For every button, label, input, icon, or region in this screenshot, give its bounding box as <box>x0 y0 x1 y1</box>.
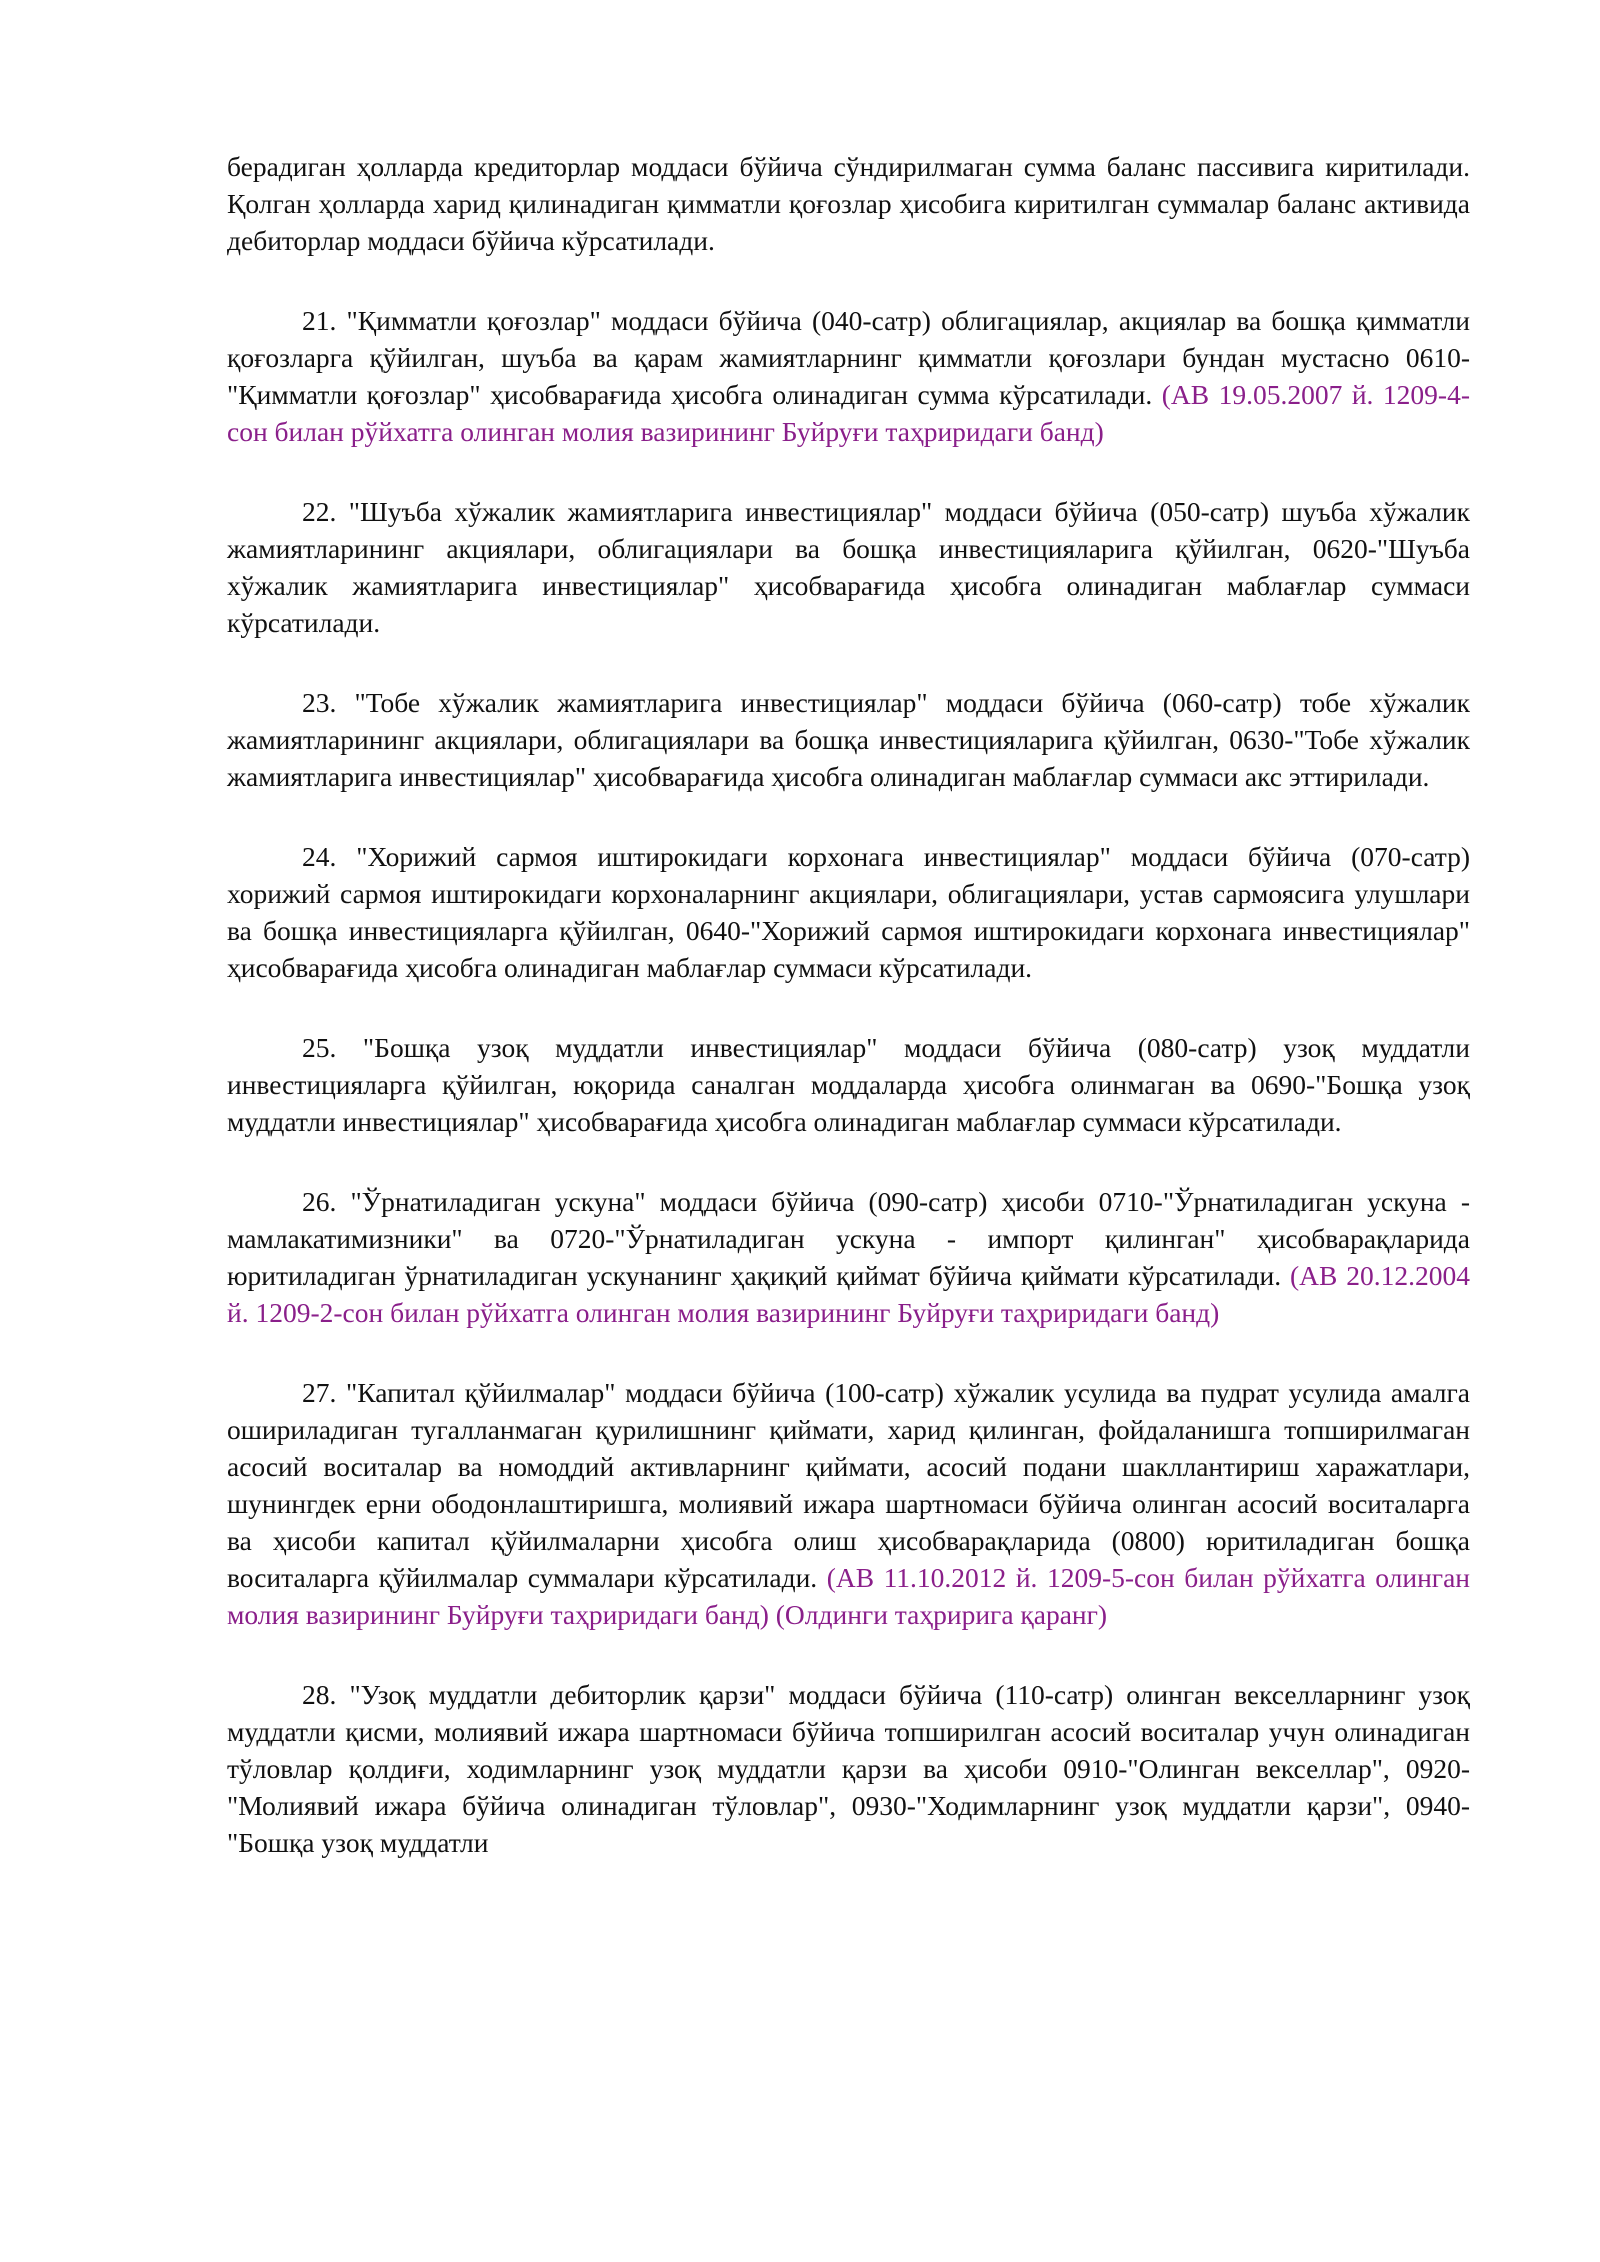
paragraph-26 <box>227 1183 1470 1331</box>
paragraph-text: 28. "Узоқ муддатли дебиторлик қарзи" моддаси бўйича (110-сатр) олинган векселларнинг узоқ муддатли қисми, молиявий ижара шартномаси бўйича топширилган асосий воситалар учун олинадиган тўловлар қолдиғи, ходимларнинг узоқ муддатли қарзи ва ҳисоби 0910-"Олинган векселлар", 0920-"Молиявий ижара бўйича олинадиган тўловлар", 0930-"Ходимларнинг узоқ муддатли қарзи", 0940-"Бошқа узоқ муддатли <box>227 1679 1470 1858</box>
paragraph-25 <box>227 1029 1470 1140</box>
paragraph-text: 22. "Шуъба хўжалик жамиятларига инвестициялар" моддаси бўйича (050-сатр) шуъба хўжалик жамиятларининг акциялари, облигациялари ва бошқа инвестицияларига қўйилган, 0620-"Шуъба хўжалик жамиятларига инвестициялар" ҳисобварағида ҳисобга олинадиган маблағлар суммаси кўрсатилади. <box>227 496 1470 638</box>
intro-paragraph: берадиган ҳолларда кредиторлар моддаси бўйича сўндирилмаган сумма баланс пассивига киритилади. Қолган ҳолларда харид қилинадиган қимматли қоғозлар ҳисобига киритилган суммалар баланс активида дебиторлар моддаси бўйича кўрсатилади. <box>227 151 1470 256</box>
paragraph-text: 23. "Тобе хўжалик жамиятларига инвестициялар" моддаси бўйича (060-сатр) тобе хўжалик жамиятларининг акциялари, облигациялари ва бошқа инвестицияларига қўйилган, 0630-"Тобе хўжалик жамиятларига инвестициялар" ҳисобварағида ҳисобга олинадиган маблағлар суммаси акс эттирилади. <box>227 687 1470 792</box>
amendment-link[interactable]: (АВ 20.12.2004 й. 1209-2-сон билан рўйхатга олинган молия вазирининг Буйруғи таҳриридаги банд) <box>227 1260 1471 1328</box>
paragraph-22 <box>227 493 1470 641</box>
paragraph-text: 27. "Капитал қўйилмалар" моддаси бўйича (100-сатр) хўжалик усулида ва пудрат усулида амалга ошириладиган тугалланмаган қурилишнинг қиймати, харид қилинган, фойдаланишга топширилмаган асосий воситалар ва номоддий активларнинг қиймати, асосий подани шакллантириш харажатлари, шунингдек ерни ободонлаштиришга, молиявий ижара шартномаси бўйича олинган асосий воситаларга ва ҳисоби капитал қўйилмаларни ҳисобга олиш ҳисобварақларида (0800) юритиладиган бошқа воситаларга қўйилмалар суммалари кўрсатилади. <box>227 1377 1470 1593</box>
paragraph-28 <box>227 1676 1470 1861</box>
paragraph-text: 21. "Қимматли қоғозлар" моддаси бўйича (040-сатр) облигациялар, акциялар ва бошқа қимматли қоғозларга қўйилган, шуъба ва қарам жамиятларнинг қимматли қоғозлари бундан мустасно 0610-"Қимматли қоғозлар" ҳисобварағида ҳисобга олинадиган сумма кўрсатилади. <box>227 305 1470 410</box>
paragraph-text: 25. "Бошқа узоқ муддатли инвестициялар" моддаси бўйича (080-сатр) узоқ муддатли инвестицияларга қўйилган, юқорида саналган моддаларда ҳисобга олинмаган ва 0690-"Бошқа узоқ муддатли инвестициялар" ҳисобварағида ҳисобга олинадиган маблағлар суммаси кўрсатилади. <box>227 1032 1470 1137</box>
paragraph-21 <box>227 302 1470 450</box>
paragraph-23 <box>227 684 1470 795</box>
paragraph-24 <box>227 838 1470 986</box>
paragraph-27 <box>227 1374 1470 1633</box>
amendment-link[interactable]: (АВ 19.05.2007 й. 1209-4-сон билан рўйхатга олинган молия вазирининг Буйруғи таҳриридаги банд) <box>227 379 1470 447</box>
paragraph-text: 26. "Ўрнатиладиган ускуна" моддаси бўйича (090-сатр) ҳисоби 0710-"Ўрнатиладиган ускуна - мамлакатимизники" ва 0720-"Ўрнатиладиган ускуна - импорт қилинган" ҳисобварақларида юритиладиган ўрнатиладиган ускунанинг ҳақиқий қиймат бўйича қиймати кўрсатилади. <box>227 1186 1470 1291</box>
document-page <box>227 148 1470 1904</box>
paragraph-text: 24. "Хорижий сармоя иштирокидаги корхонага инвестициялар" моддаси бўйича (070-сатр) хорижий сармоя иштирокидаги корхоналарнинг акциялари, облигациялари, устав сармоясига улушлари ва бошқа инвестицияларга қўйилган, 0640-"Хорижий сармоя иштирокидаги корхонага инвестициялар" ҳисобварағида ҳисобга олинадиган маблағлар суммаси кўрсатилади. <box>227 841 1470 983</box>
amendment-link[interactable]: (АВ 11.10.2012 й. 1209-5-сон билан рўйхатга олинган молия вазирининг Буйруғи таҳриридаги банд) (Олдинги таҳририга қаранг) <box>227 1562 1470 1630</box>
